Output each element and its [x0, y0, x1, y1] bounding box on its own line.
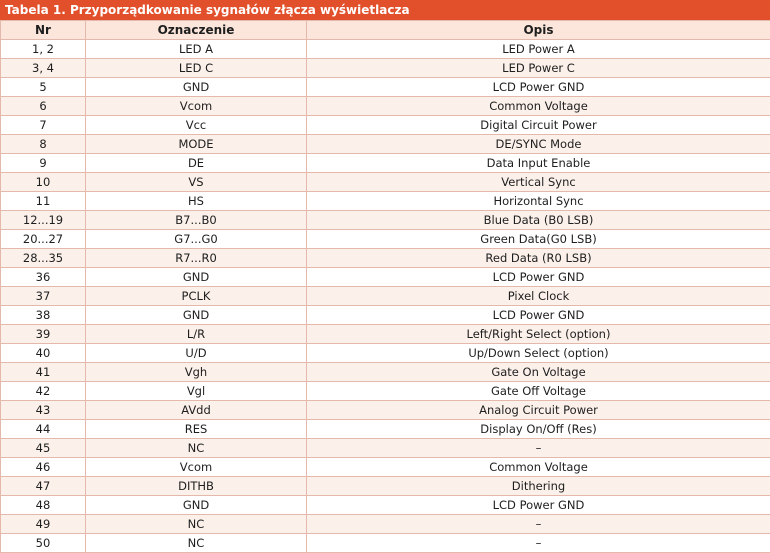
oznaczenie-cell: NC [86, 534, 307, 553]
signal-table [0, 20, 770, 553]
opis-cell: LED Power C [307, 59, 770, 78]
oznaczenie-cell: MODE [86, 135, 307, 154]
table-row [1, 458, 770, 477]
nr-cell: 48 [1, 496, 86, 515]
table-row [1, 287, 770, 306]
opis-cell: Dithering [307, 477, 770, 496]
opis-cell: DE/SYNC Mode [307, 135, 770, 154]
table-row [1, 325, 770, 344]
opis-cell: LED Power A [307, 40, 770, 59]
nr-cell: 37 [1, 287, 86, 306]
oznaczenie-cell: L/R [86, 325, 307, 344]
header-nr: Nr [1, 21, 86, 40]
nr-cell: 36 [1, 268, 86, 287]
opis-cell: Pixel Clock [307, 287, 770, 306]
oznaczenie-cell: Vgh [86, 363, 307, 382]
table-row [1, 363, 770, 382]
opis-cell: Common Voltage [307, 97, 770, 116]
table-title: Tabela 1. Przyporządkowanie sygnałów złącza wyświetlacza [0, 0, 770, 20]
table-body [1, 40, 770, 553]
oznaczenie-cell: DE [86, 154, 307, 173]
table-header-row [1, 21, 770, 40]
opis-cell: – [307, 439, 770, 458]
opis-cell: – [307, 515, 770, 534]
nr-cell: 8 [1, 135, 86, 154]
table-row [1, 154, 770, 173]
table-row [1, 116, 770, 135]
nr-cell: 6 [1, 97, 86, 116]
nr-cell: 40 [1, 344, 86, 363]
table-row [1, 40, 770, 59]
opis-cell: Up/Down Select (option) [307, 344, 770, 363]
nr-cell: 44 [1, 420, 86, 439]
opis-cell: LCD Power GND [307, 78, 770, 97]
header-opis: Opis [307, 21, 770, 40]
oznaczenie-cell: NC [86, 439, 307, 458]
opis-cell: Red Data (R0 LSB) [307, 249, 770, 268]
header-oznaczenie: Oznaczenie [86, 21, 307, 40]
nr-cell: 45 [1, 439, 86, 458]
oznaczenie-cell: GND [86, 496, 307, 515]
table-row [1, 59, 770, 78]
table-row [1, 78, 770, 97]
opis-cell: LCD Power GND [307, 306, 770, 325]
nr-cell: 46 [1, 458, 86, 477]
nr-cell: 1, 2 [1, 40, 86, 59]
table-row [1, 135, 770, 154]
nr-cell: 49 [1, 515, 86, 534]
table-row [1, 420, 770, 439]
nr-cell: 50 [1, 534, 86, 553]
oznaczenie-cell: B7...B0 [86, 211, 307, 230]
nr-cell: 38 [1, 306, 86, 325]
table-row [1, 268, 770, 287]
oznaczenie-cell: DITHB [86, 477, 307, 496]
oznaczenie-cell: Vcom [86, 458, 307, 477]
oznaczenie-cell: U/D [86, 344, 307, 363]
nr-cell: 41 [1, 363, 86, 382]
opis-cell: Blue Data (B0 LSB) [307, 211, 770, 230]
table-row [1, 496, 770, 515]
table-row [1, 515, 770, 534]
nr-cell: 5 [1, 78, 86, 97]
table-row [1, 401, 770, 420]
opis-cell: Left/Right Select (option) [307, 325, 770, 344]
opis-cell: Green Data(G0 LSB) [307, 230, 770, 249]
oznaczenie-cell: G7...G0 [86, 230, 307, 249]
opis-cell: Horizontal Sync [307, 192, 770, 211]
nr-cell: 42 [1, 382, 86, 401]
opis-cell: Data Input Enable [307, 154, 770, 173]
opis-cell: Gate Off Voltage [307, 382, 770, 401]
table-row [1, 97, 770, 116]
opis-cell: Display On/Off (Res) [307, 420, 770, 439]
table-row [1, 211, 770, 230]
oznaczenie-cell: Vcom [86, 97, 307, 116]
oznaczenie-cell: LED C [86, 59, 307, 78]
nr-cell: 12...19 [1, 211, 86, 230]
nr-cell: 47 [1, 477, 86, 496]
oznaczenie-cell: NC [86, 515, 307, 534]
oznaczenie-cell: GND [86, 268, 307, 287]
opis-cell: Digital Circuit Power [307, 116, 770, 135]
nr-cell: 7 [1, 116, 86, 135]
table-row [1, 534, 770, 553]
oznaczenie-cell: AVdd [86, 401, 307, 420]
opis-cell: – [307, 534, 770, 553]
nr-cell: 20...27 [1, 230, 86, 249]
nr-cell: 43 [1, 401, 86, 420]
nr-cell: 11 [1, 192, 86, 211]
oznaczenie-cell: GND [86, 306, 307, 325]
table-row [1, 344, 770, 363]
oznaczenie-cell: Vcc [86, 116, 307, 135]
nr-cell: 39 [1, 325, 86, 344]
nr-cell: 3, 4 [1, 59, 86, 78]
table-row [1, 382, 770, 401]
table-row [1, 306, 770, 325]
oznaczenie-cell: PCLK [86, 287, 307, 306]
nr-cell: 10 [1, 173, 86, 192]
opis-cell: Analog Circuit Power [307, 401, 770, 420]
oznaczenie-cell: LED A [86, 40, 307, 59]
oznaczenie-cell: R7...R0 [86, 249, 307, 268]
nr-cell: 28...35 [1, 249, 86, 268]
opis-cell: Vertical Sync [307, 173, 770, 192]
opis-cell: LCD Power GND [307, 496, 770, 515]
opis-cell: LCD Power GND [307, 268, 770, 287]
oznaczenie-cell: GND [86, 78, 307, 97]
table-row [1, 230, 770, 249]
opis-cell: Gate On Voltage [307, 363, 770, 382]
table-row [1, 173, 770, 192]
oznaczenie-cell: VS [86, 173, 307, 192]
table-row [1, 477, 770, 496]
table-row [1, 192, 770, 211]
table-row [1, 439, 770, 458]
oznaczenie-cell: Vgl [86, 382, 307, 401]
table-row [1, 249, 770, 268]
oznaczenie-cell: HS [86, 192, 307, 211]
opis-cell: Common Voltage [307, 458, 770, 477]
oznaczenie-cell: RES [86, 420, 307, 439]
nr-cell: 9 [1, 154, 86, 173]
